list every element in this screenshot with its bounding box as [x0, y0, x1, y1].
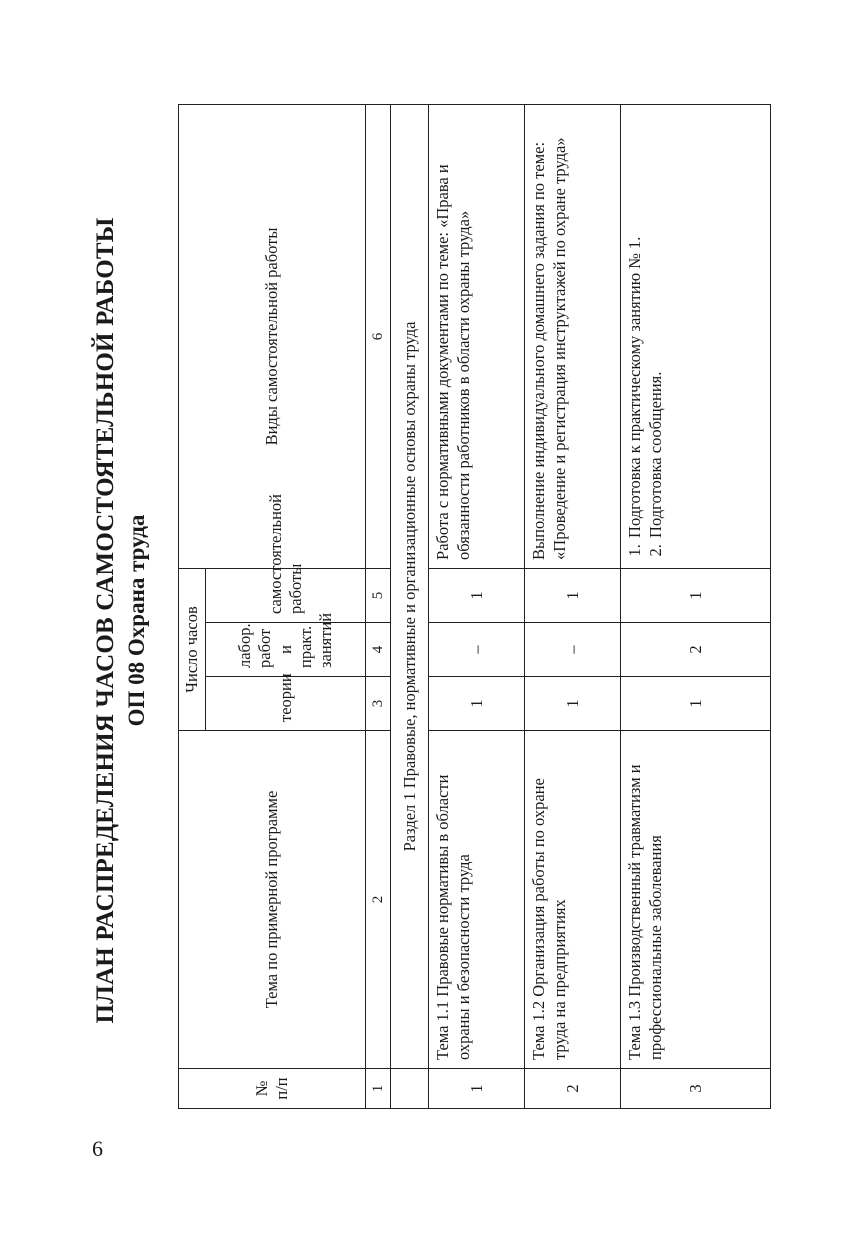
header-num: № п/п	[179, 1069, 366, 1109]
row-topic: Тема 1.2 Организация работы по охране труда на предприятиях	[525, 731, 621, 1069]
row-lab: –	[429, 623, 525, 677]
row-theory: 1	[525, 677, 621, 731]
column-number: 4	[366, 623, 391, 677]
row-theory: 1	[429, 677, 525, 731]
row-lab: –	[525, 623, 621, 677]
column-number: 2	[366, 731, 391, 1069]
header-theory: теории	[206, 677, 366, 731]
task-list	[625, 113, 665, 560]
row-self: 1	[429, 568, 525, 622]
row-self: 1	[525, 568, 621, 622]
row-lab: 2	[621, 623, 771, 677]
row-kinds: Работа с нормативными документами по теме: «Права и обязанности работников в области охраны труда»	[429, 104, 525, 568]
row-kinds: Выполнение индивидуального домашнего задания по теме: «Проведение и регистрация инструктажей по охране труда»	[525, 104, 621, 568]
header-row-1	[179, 104, 206, 1108]
page-number: 6	[92, 1136, 103, 1161]
table-row	[621, 104, 771, 1108]
row-self: 1	[621, 568, 771, 622]
section-row	[391, 104, 429, 1108]
row-kinds	[621, 104, 771, 568]
row-topic: Тема 1.1 Правовые нормативы в области охраны и безопасности труда	[429, 731, 525, 1069]
header-self: самостоятельной работы	[206, 568, 366, 622]
table-row	[525, 104, 621, 1108]
column-number: 6	[366, 104, 391, 568]
column-number: 5	[366, 568, 391, 622]
column-number: 1	[366, 1069, 391, 1109]
row-topic: Тема 1.3 Производственный травматизм и профессиональные заболевания	[621, 731, 771, 1069]
page-title: ПЛАН РАСПРЕДЕЛЕНИЯ ЧАСОВ САМОСТОЯТЕЛЬНОЙ РАБОТЫ	[92, 217, 119, 1024]
row-num: 2	[525, 1069, 621, 1109]
header-topic: Тема по примерной программе	[179, 731, 366, 1069]
task-item: 2. Подготовка сообщения.	[646, 113, 666, 540]
hours-plan-table	[178, 104, 771, 1109]
column-number-row	[366, 104, 391, 1108]
header-kinds: Виды самостоятельной работы	[179, 104, 366, 568]
header-lab: лабор. работ и практ. занятий	[206, 623, 366, 677]
column-number: 3	[366, 677, 391, 731]
page-subtitle: ОП 08 Охрана труда	[124, 514, 149, 727]
row-num: 1	[429, 1069, 525, 1109]
header-hours: Число часов	[179, 568, 206, 730]
section-title: Раздел 1 Правовые, нормативные и организационные основы охраны труда	[391, 104, 429, 1068]
table-row	[429, 104, 525, 1108]
row-num: 3	[621, 1069, 771, 1109]
task-item: 1. Подготовка к практическому занятию № 1.	[625, 113, 645, 540]
row-theory: 1	[621, 677, 771, 731]
section-empty-cell	[391, 1069, 429, 1109]
